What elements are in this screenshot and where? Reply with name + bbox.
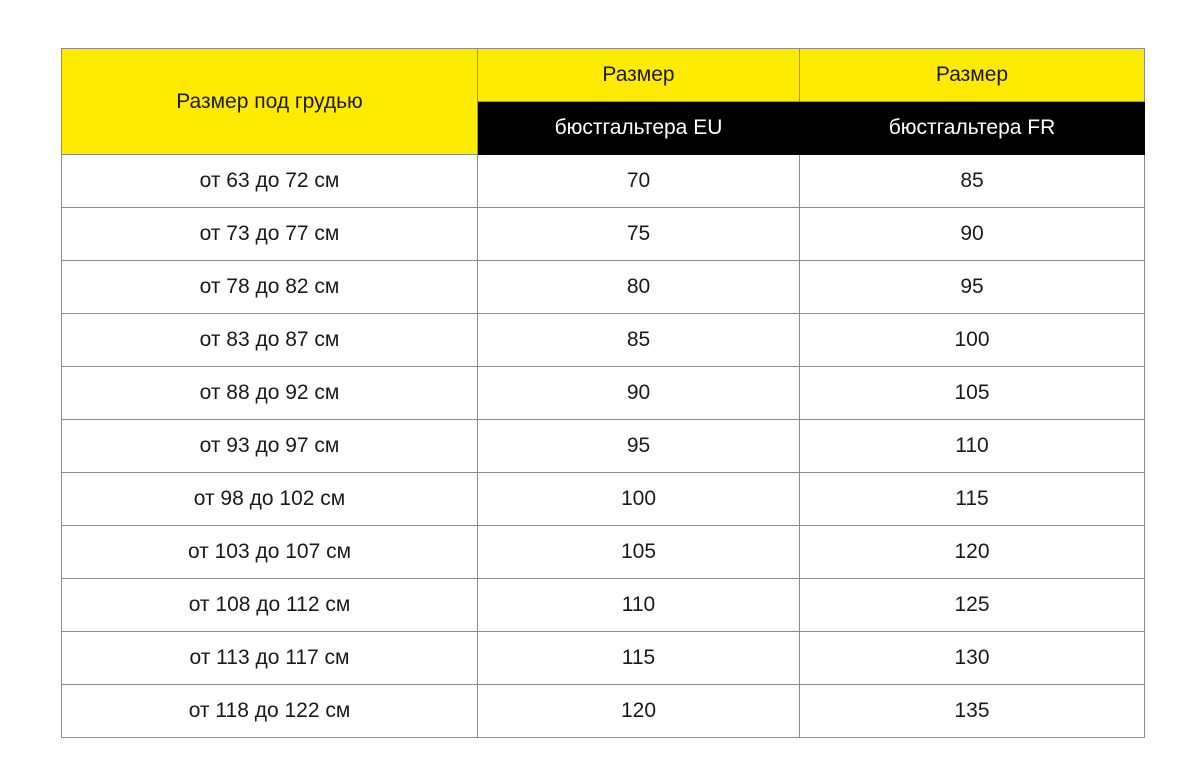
cell-size-eu: 100 <box>478 473 800 526</box>
cell-size-eu: 120 <box>478 685 800 738</box>
cell-underbust: от 98 до 102 см <box>62 473 478 526</box>
cell-size-eu: 80 <box>478 261 800 314</box>
cell-size-fr: 110 <box>800 420 1145 473</box>
header-size-eu-bottom: бюстгальтера EU <box>478 102 800 155</box>
cell-underbust: от 83 до 87 см <box>62 314 478 367</box>
header-size-fr-bottom: бюстгальтера FR <box>800 102 1145 155</box>
header-row-top <box>62 49 1145 102</box>
cell-size-eu: 110 <box>478 579 800 632</box>
cell-size-eu: 70 <box>478 155 800 208</box>
table-row <box>62 314 1145 367</box>
table-row <box>62 367 1145 420</box>
table-row <box>62 579 1145 632</box>
cell-underbust: от 113 до 117 см <box>62 632 478 685</box>
table-row <box>62 208 1145 261</box>
table-row <box>62 261 1145 314</box>
cell-size-eu: 90 <box>478 367 800 420</box>
cell-underbust: от 73 до 77 см <box>62 208 478 261</box>
table-row <box>62 155 1145 208</box>
cell-size-eu: 75 <box>478 208 800 261</box>
cell-underbust: от 63 до 72 см <box>62 155 478 208</box>
header-size-fr-top: Размер <box>800 49 1145 102</box>
table-row <box>62 420 1145 473</box>
cell-size-fr: 85 <box>800 155 1145 208</box>
cell-size-fr: 130 <box>800 632 1145 685</box>
cell-size-eu: 115 <box>478 632 800 685</box>
cell-size-eu: 85 <box>478 314 800 367</box>
cell-size-eu: 105 <box>478 526 800 579</box>
cell-size-fr: 120 <box>800 526 1145 579</box>
cell-underbust: от 78 до 82 см <box>62 261 478 314</box>
header-size-eu-top: Размер <box>478 49 800 102</box>
cell-size-fr: 125 <box>800 579 1145 632</box>
cell-size-fr: 95 <box>800 261 1145 314</box>
table-row <box>62 526 1145 579</box>
size-chart-table <box>61 48 1145 738</box>
cell-size-fr: 105 <box>800 367 1145 420</box>
cell-size-fr: 135 <box>800 685 1145 738</box>
cell-size-fr: 90 <box>800 208 1145 261</box>
table-header <box>62 49 1145 155</box>
table-row <box>62 632 1145 685</box>
cell-size-fr: 115 <box>800 473 1145 526</box>
table-row <box>62 473 1145 526</box>
table-body <box>62 155 1145 738</box>
header-underbust: Размер под грудью <box>62 49 478 155</box>
cell-size-fr: 100 <box>800 314 1145 367</box>
cell-underbust: от 88 до 92 см <box>62 367 478 420</box>
cell-underbust: от 108 до 112 см <box>62 579 478 632</box>
table-row <box>62 685 1145 738</box>
cell-underbust: от 118 до 122 см <box>62 685 478 738</box>
cell-size-eu: 95 <box>478 420 800 473</box>
cell-underbust: от 93 до 97 см <box>62 420 478 473</box>
cell-underbust: от 103 до 107 см <box>62 526 478 579</box>
